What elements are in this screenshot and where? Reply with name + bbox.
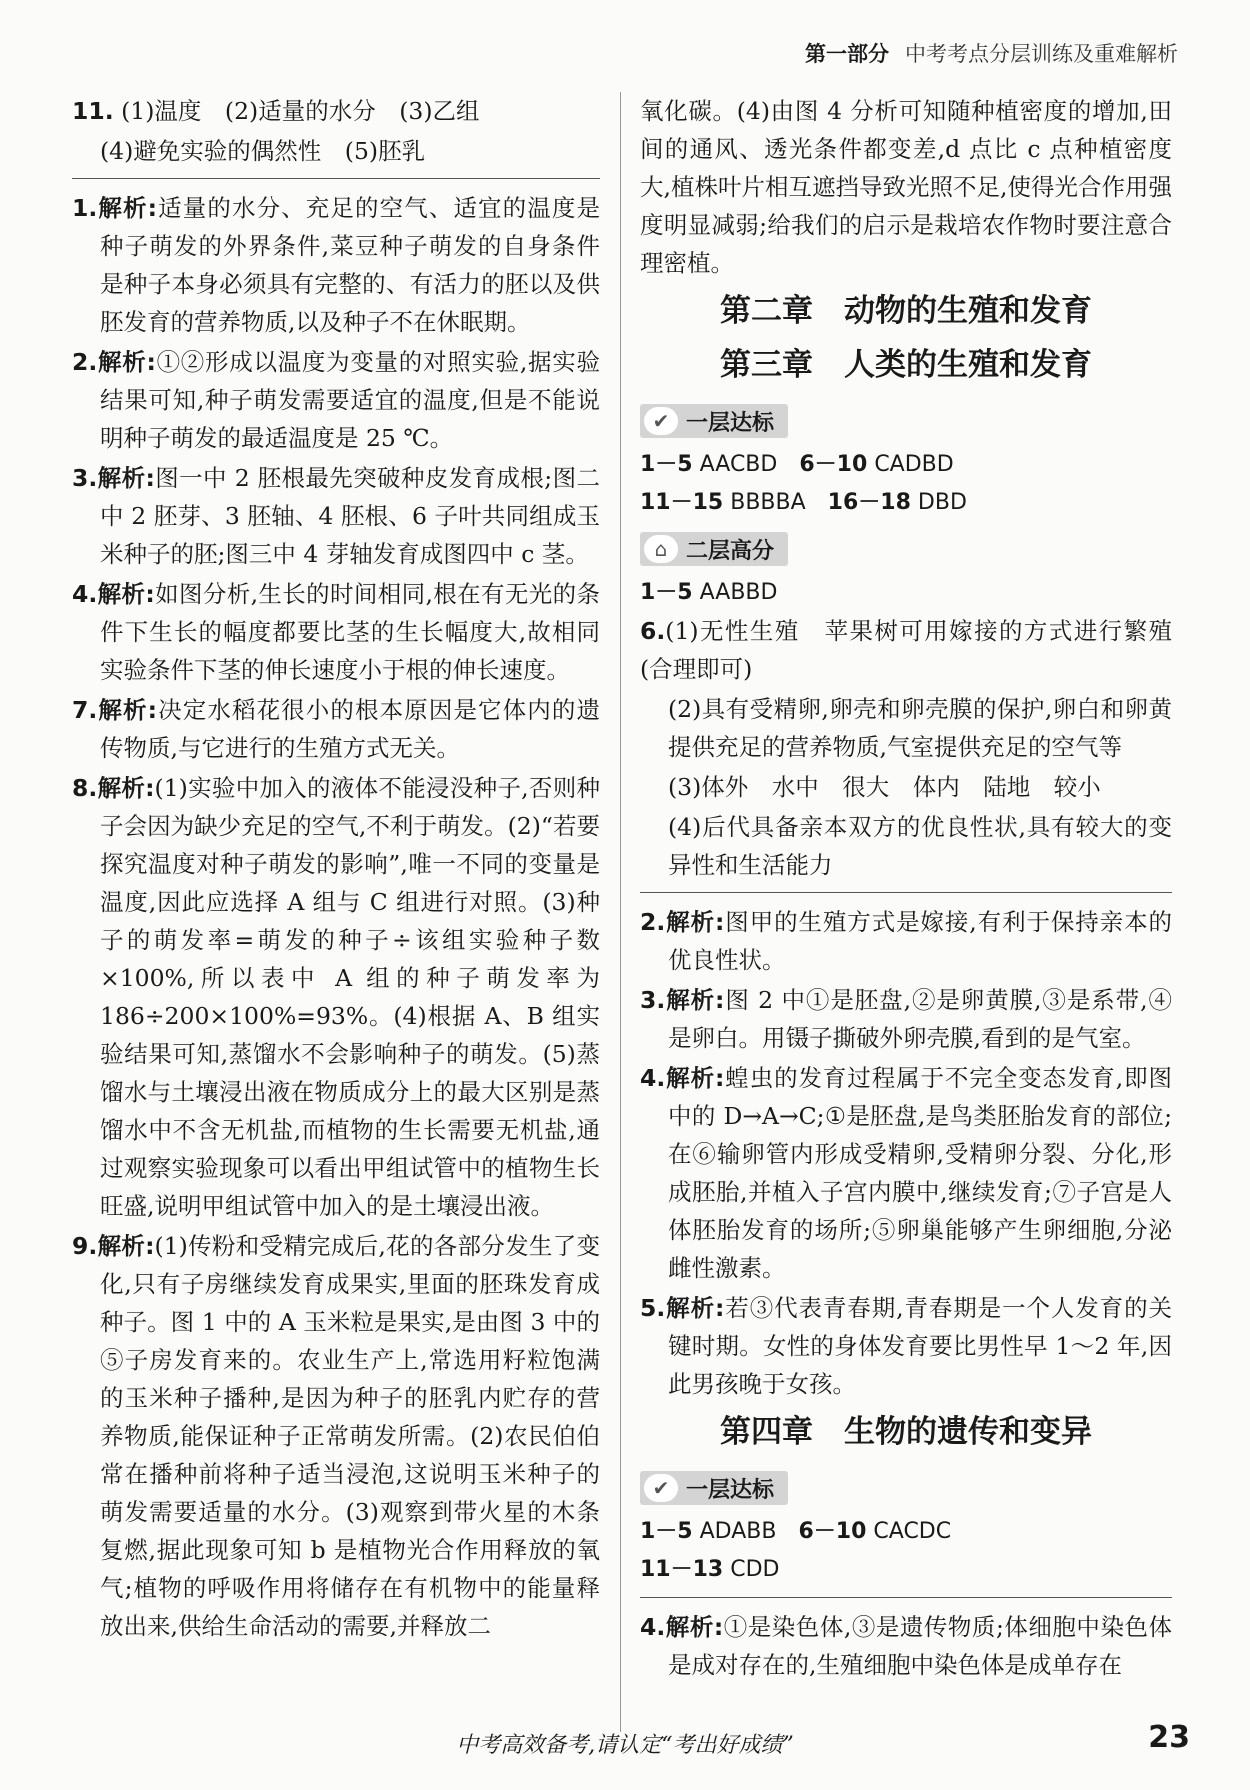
separator <box>72 178 600 179</box>
left-column <box>72 92 600 1647</box>
check-icon: ✔ <box>644 1474 678 1502</box>
explanation-item: 8.解析:(1)实验中加入的液体不能浸没种子,否则种子会因为缺少充足的空气,不利于萌发。(2)“若要探究温度对种子萌发的影响”,唯一不同的变量是温度,因此应选择 A 组与 C 组进行对照。(3)种子的萌发率=萌发的种子÷该组实验种子数×100%,所以表中 A 组的种子萌发率为186÷200×100%=93%。(4)根据 A、B 组实验结果可知,蒸馏水不会影响种子的萌发。(5)蒸馏水与土壤浸出液在物质成分上的最大区别是蒸馏水中不含无机盐,而植物的生长需要无机盐,通过观察实验现象可以看出甲组试管中的植物生长旺盛,说明甲组试管中加入的是土壤浸出液。 <box>72 774 600 1220</box>
level-badge-2: ⌂ 二层高分 <box>640 532 788 566</box>
level-badge-1: ✔ 一层达标 <box>640 404 788 438</box>
separator <box>640 1597 1172 1598</box>
explanation-item: 4.解析:如图分析,生长的时间相同,根在有无光的条件下生长的幅度都要比茎的生长幅度大,故相同实验条件下茎的伸长速度小于根的伸长速度。 <box>72 580 600 684</box>
explanation-item: 4.解析:①是染色体,③是遗传物质;体细胞中染色体是成对存在的,生殖细胞中染色体是成单存在 <box>640 1613 1172 1679</box>
separator <box>640 892 1172 893</box>
chapter-4-title: 第四章 生物的遗传和变异 <box>720 1414 1092 1450</box>
check-icon: ✔ <box>644 407 678 435</box>
level-badge-3: ✔ 一层达标 <box>640 1471 788 1505</box>
header-subtitle: 中考考点分层训练及重难解析 <box>905 42 1178 66</box>
explanation-item: 2.解析:①②形成以温度为变量的对照实验,据实验结果可知,种子萌发需要适宜的温度,但是不能说明种子萌发的最适温度是 25 ℃。 <box>72 348 600 452</box>
q9-continuation: 氧化碳。(4)由图 4 分析可知随种植密度的增加,田间的通风、透光条件都变差,d 点比 c 点种植密度大,植株叶片相互遮挡导致光照不足,使得光合作用强度明显减弱;给我们的启示是栽培农作物时要注意合理密植。 <box>640 97 1172 277</box>
explanation-item: 2.解析:图甲的生殖方式是嫁接,有利于保持亲本的优良性状。 <box>640 908 1172 974</box>
explanation-item: 3.解析:图一中 2 胚根最先突破种皮发育成根;图二中 2 胚芽、3 胚轴、4 胚根、6 子叶共同组成玉米种子的胚;图三中 4 芽轴发育成图四中 c 茎。 <box>72 464 600 568</box>
page-number: 23 <box>1148 1720 1190 1755</box>
page-header <box>805 38 1178 68</box>
explanation-item: 1.解析:适量的水分、充足的空气、适宜的温度是种子萌发的外界条件,菜豆种子萌发的自身条件是种子本身必须具有完整的、有活力的胚以及供胚发育的营养物质,以及种子不在休眠期。 <box>72 194 600 336</box>
q11-line1: 11. (1)温度 (2)适量的水分 (3)乙组 <box>72 97 480 125</box>
answer-line: 1－5 ADABB 6－10 CACDC <box>640 1519 952 1544</box>
answer-line: 1－5 AABBD <box>640 580 778 605</box>
q6-part3: (3)体外 水中 很大 体内 陆地 较小 <box>668 773 1101 801</box>
column-divider <box>620 92 621 1732</box>
chapter-3-title: 第三章 人类的生殖和发育 <box>720 347 1092 383</box>
q6-part4: (4)后代具备亲本双方的优良性状,具有较大的变异性和生活能力 <box>668 813 1172 879</box>
q6-part2: (2)具有受精卵,卵壳和卵壳膜的保护,卵白和卵黄提供充足的营养物质,气室提供充足的空气等 <box>668 695 1172 761</box>
page-footer: 中考高效备考,请认定“考出好成绩” <box>456 1733 794 1758</box>
answer-line: 11－13 CDD <box>640 1557 780 1582</box>
q11-line2: (4)避免实验的偶然性 (5)胚乳 <box>100 137 426 165</box>
house-icon: ⌂ <box>644 535 678 563</box>
explanation-item: 5.解析:若③代表青春期,青春期是一个人发育的关键时期。女性的身体发育要比男性早 1～2 年,因此男孩晚于女孩。 <box>640 1294 1172 1398</box>
header-part: 第一部分 <box>805 42 889 66</box>
chapter-2-title: 第二章 动物的生殖和发育 <box>720 293 1092 329</box>
answer-line: 11－15 BBBBA 16－18 DBD <box>640 490 967 515</box>
explanation-item: 4.解析:蝗虫的发育过程属于不完全变态发育,即图中的 D→A→C;①是胚盘,是鸟类胚胎发育的部位;在⑥输卵管内形成受精卵,受精卵分裂、分化,形成胚胎,并植入子宫内膜中,继续发育;⑦子宫是人体胚胎发育的场所;⑤卵巢能够产生卵细胞,分泌雌性激素。 <box>640 1064 1172 1282</box>
answer-line: 1－5 AACBD 6－10 CADBD <box>640 452 954 477</box>
right-column <box>640 92 1172 1686</box>
explanation-item: 9.解析:(1)传粉和受精完成后,花的各部分发生了变化,只有子房继续发育成果实,里面的胚珠发育成种子。图 1 中的 A 玉米粒是果实,是由图 3 中的⑤子房发育来的。农业生产上,常选用籽粒饱满的玉米种子播种,是因为种子的胚乳内贮存的营养物质,能保证种子正常萌发所需。(2)农民伯伯常在播种前将种子适当浸泡,这说明玉米种子的萌发需要适量的水分。(3)观察到带火星的木条复燃,据此现象可知 b 是植物光合作用释放的氧气;植物的呼吸作用将储存在有机物中的能量释放出来,供给生命活动的需要,并释放二 <box>72 1232 600 1640</box>
explanation-item: 3.解析:图 2 中①是胚盘,②是卵黄膜,③是系带,④是卵白。用镊子撕破外卵壳膜,看到的是气室。 <box>640 986 1172 1052</box>
explanation-item: 7.解析:决定水稻花很小的根本原因是它体内的遗传物质,与它进行的生殖方式无关。 <box>72 696 600 762</box>
q6-part1: 6.(1)无性生殖 苹果树可用嫁接的方式进行繁殖(合理即可) <box>640 617 1172 683</box>
